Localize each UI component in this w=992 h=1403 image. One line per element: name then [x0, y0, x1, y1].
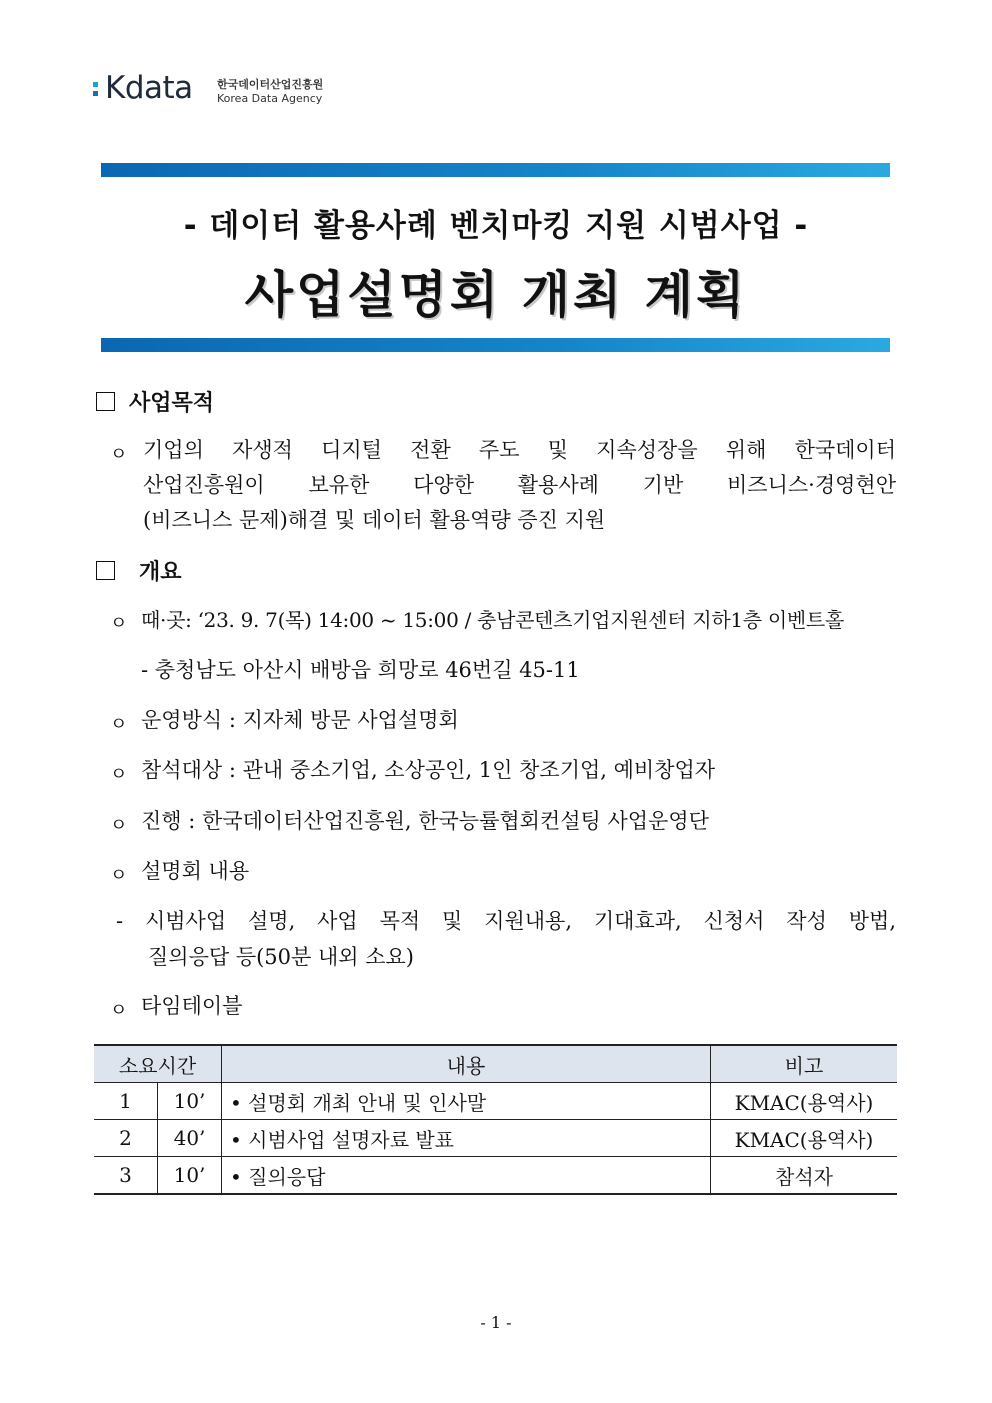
checkbox-square-icon — [96, 561, 115, 580]
logo-kr-name: 한국데이터산업진흥원 — [217, 78, 324, 91]
header-bar-bottom — [101, 338, 890, 352]
timetable-heading: 타임테이블 — [141, 994, 243, 1018]
address: - 충청남도 아산시 배방읍 희망로 46번길 45-11 — [141, 658, 580, 682]
kdata-logo: Kdata 한국데이터산업진흥원 Korea Data Agency — [95, 72, 395, 112]
purpose-paragraph: 기업의 자생적 디지털 전환 주도 및 지속성장을 위해 한국데이터 산업진흥원이 보유한 다양한 활용사례 기반 비즈니스·경영현안 (비즈니스 문제)해결 및 데이터 활용역량 증진 지원 — [143, 438, 896, 532]
bullet-icon: ㅇ — [110, 444, 128, 465]
document-subtitle: - 데이터 활용사례 벤치마킹 지원 시범사업 - — [183, 208, 809, 244]
section-heading-overview: 개요 — [96, 555, 182, 586]
bullet-icon: ㅇ — [110, 1000, 128, 1021]
table-row: 2 40’ • 시범사업 설명자료 발표 KMAC(용역사) — [94, 1120, 897, 1157]
section-heading-purpose: 사업목적 — [96, 386, 214, 417]
logo-en-name: Korea Data Agency — [217, 92, 323, 105]
host: 진행 : 한국데이터산업진흥원, 한국능률협회컨설팅 사업운영단 — [141, 809, 709, 833]
page-number: - 1 - — [480, 1313, 512, 1332]
checkbox-square-icon — [96, 392, 115, 411]
when-where: 때·곳: ‘23. 9. 7(목) 14:00 ~ 15:00 / 충남콘텐츠기업지원센터 지하1층 이벤트홀 — [141, 608, 844, 632]
header-duration: 소요시간 — [94, 1045, 222, 1083]
table-row: 1 10’ • 설명회 개최 안내 및 인사말 KMAC(용역사) — [94, 1083, 897, 1120]
logo-brand: data — [124, 70, 193, 106]
header-bar-top — [101, 163, 890, 177]
content-paragraph: - 시범사업 설명, 사업 목적 및 지원내용, 기대효과, 신청서 작성 방법, 질의응답 등(50분 내외 소요) — [116, 909, 896, 969]
header-content: 내용 — [222, 1045, 711, 1083]
operation-method: 운영방식 : 지자체 방문 사업설명회 — [141, 708, 459, 732]
bullet-icon: ㅇ — [110, 815, 128, 836]
timetable — [94, 1044, 897, 1195]
document-title: 사업설명회 개최 계획 — [244, 266, 748, 324]
header-note: 비고 — [711, 1045, 898, 1083]
content-heading: 설명회 내용 — [141, 859, 250, 883]
attendees: 참석대상 : 관내 중소기업, 소상공인, 1인 창조기업, 예비창업자 — [141, 758, 716, 782]
bullet-icon: ㅇ — [110, 714, 128, 735]
bullet-icon: ㅇ — [110, 865, 128, 886]
bullet-icon: ㅇ — [110, 764, 128, 785]
table-header-row — [94, 1045, 897, 1083]
bullet-icon: ㅇ — [110, 613, 128, 634]
table-row: 3 10’ • 질의응답 참석자 — [94, 1157, 897, 1195]
